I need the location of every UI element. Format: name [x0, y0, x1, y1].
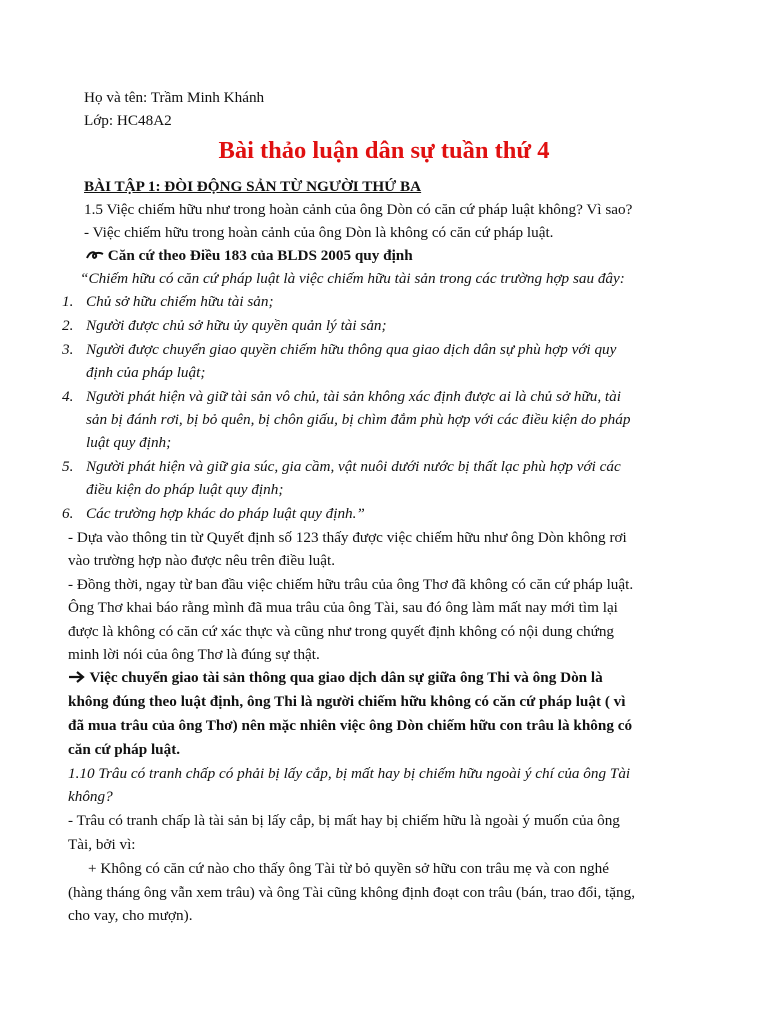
conclusion-line: căn cứ pháp luật.	[68, 741, 181, 758]
list-number: 3.	[62, 341, 74, 358]
swirl-bullet-icon	[86, 247, 104, 267]
answer-1-5: - Việc chiếm hữu trong hoàn cảnh của ông Dòn là không có căn cứ pháp luật.	[84, 224, 554, 241]
answer-1-10-line: Tài, bởi vì:	[68, 836, 136, 853]
list-item-line: điều kiện do pháp luật quy định;	[86, 481, 284, 498]
conclusion-line: không đúng theo luật định, ông Thi là người chiếm hữu không có căn cứ pháp luật ( vì	[68, 693, 626, 710]
conclusion-first-row	[68, 668, 603, 689]
list-item-line: sản bị đánh rơi, bị bỏ quên, bị chôn giấu, bị chìm đắm phù hợp với các điều kiện do pháp	[86, 411, 631, 428]
question-1-10-line: không?	[68, 788, 113, 805]
arrow-right-icon	[68, 669, 86, 689]
exercise-heading: BÀI TẬP 1: ĐÒI ĐỘNG SẢN TỪ NGƯỜI THỨ BA	[84, 178, 422, 195]
list-number: 4.	[62, 388, 74, 405]
list-item-line: Các trường hợp khác do pháp luật quy định.”	[86, 505, 365, 522]
quote-intro: “Chiếm hữu có căn cứ pháp luật là việc chiếm hữu tài sản trong các trường hợp sau đây:	[80, 270, 625, 287]
list-number: 2.	[62, 317, 74, 334]
list-item-line: luật quy định;	[86, 434, 172, 451]
student-name: Họ và tên: Trầm Minh Khánh	[84, 89, 265, 106]
basis-heading-row	[86, 246, 413, 267]
paragraph-line: - Đồng thời, ngay từ ban đầu việc chiếm hữu trâu của ông Thơ đã không có căn cứ pháp luật.	[68, 576, 634, 593]
list-item-line: Chủ sở hữu chiếm hữu tài sản;	[86, 293, 274, 310]
conclusion-line: đã mua trâu của ông Thơ) nên mặc nhiên việc ông Dòn chiếm hữu con trâu là không có	[68, 717, 633, 734]
paragraph-line: Ông Thơ khai báo rằng mình đã mua trâu của ông Tài, sau đó ông làm mất nay mới tìm lại	[68, 599, 618, 616]
list-item-line: Người được chuyển giao quyền chiếm hữu thông qua giao dịch dân sự phù hợp với quy	[86, 341, 617, 358]
reason-line: cho vay, cho mượn).	[68, 907, 193, 924]
question-1-5: 1.5 Việc chiếm hữu như trong hoàn cảnh của ông Dòn có căn cứ pháp luật không? Vì sao?	[84, 201, 633, 218]
paragraph-line: - Dựa vào thông tin từ Quyết định số 123 thấy được việc chiếm hữu như ông Dòn không rơi	[68, 529, 627, 546]
list-item-line: Người được chủ sở hữu ủy quyền quản lý tài sản;	[86, 317, 387, 334]
document-title: Bài thảo luận dân sự tuần thứ 4	[218, 137, 550, 164]
answer-1-10-line: - Trâu có tranh chấp là tài sản bị lấy cắp, bị mất hay bị chiếm hữu là ngoài ý muốn của ông	[68, 812, 620, 829]
conclusion-line: Việc chuyển giao tài sản thông qua giao dịch dân sự giữa ông Thi và ông Dòn là	[89, 669, 603, 686]
paragraph-line: được là không có căn cứ xác thực và cũng như trong quyết định không có nội dung chứng	[68, 623, 615, 640]
list-number: 5.	[62, 458, 74, 475]
student-class: Lớp: HC48A2	[84, 112, 172, 129]
list-number: 6.	[62, 505, 74, 522]
reason-line: (hàng tháng ông vẫn xem trâu) và ông Tài cũng không định đoạt con trâu (bán, trao đổi, tặng,	[68, 884, 635, 901]
question-1-10-line: 1.10 Trâu có tranh chấp có phải bị lấy cắp, bị mất hay bị chiếm hữu ngoài ý chí của ông Tài	[68, 765, 631, 782]
list-item-line: Người phát hiện và giữ tài sản vô chủ, tài sản không xác định được ai là chủ sở hữu, tài	[86, 388, 621, 405]
paragraph-line: minh lời nói của ông Thơ là đúng sự thật.	[68, 646, 320, 663]
list-item-line: định của pháp luật;	[86, 364, 206, 381]
basis-heading: Căn cứ theo Điều 183 của BLDS 2005 quy định	[107, 247, 413, 264]
list-number: 1.	[62, 293, 74, 310]
paragraph-line: vào trường hợp nào được nêu trên điều luật.	[68, 552, 336, 569]
reason-line: + Không có căn cứ nào cho thấy ông Tài từ bỏ quyền sở hữu con trâu mẹ và con nghé	[88, 860, 609, 877]
list-item-line: Người phát hiện và giữ gia súc, gia cầm, vật nuôi dưới nước bị thất lạc phù hợp với các	[86, 458, 621, 475]
